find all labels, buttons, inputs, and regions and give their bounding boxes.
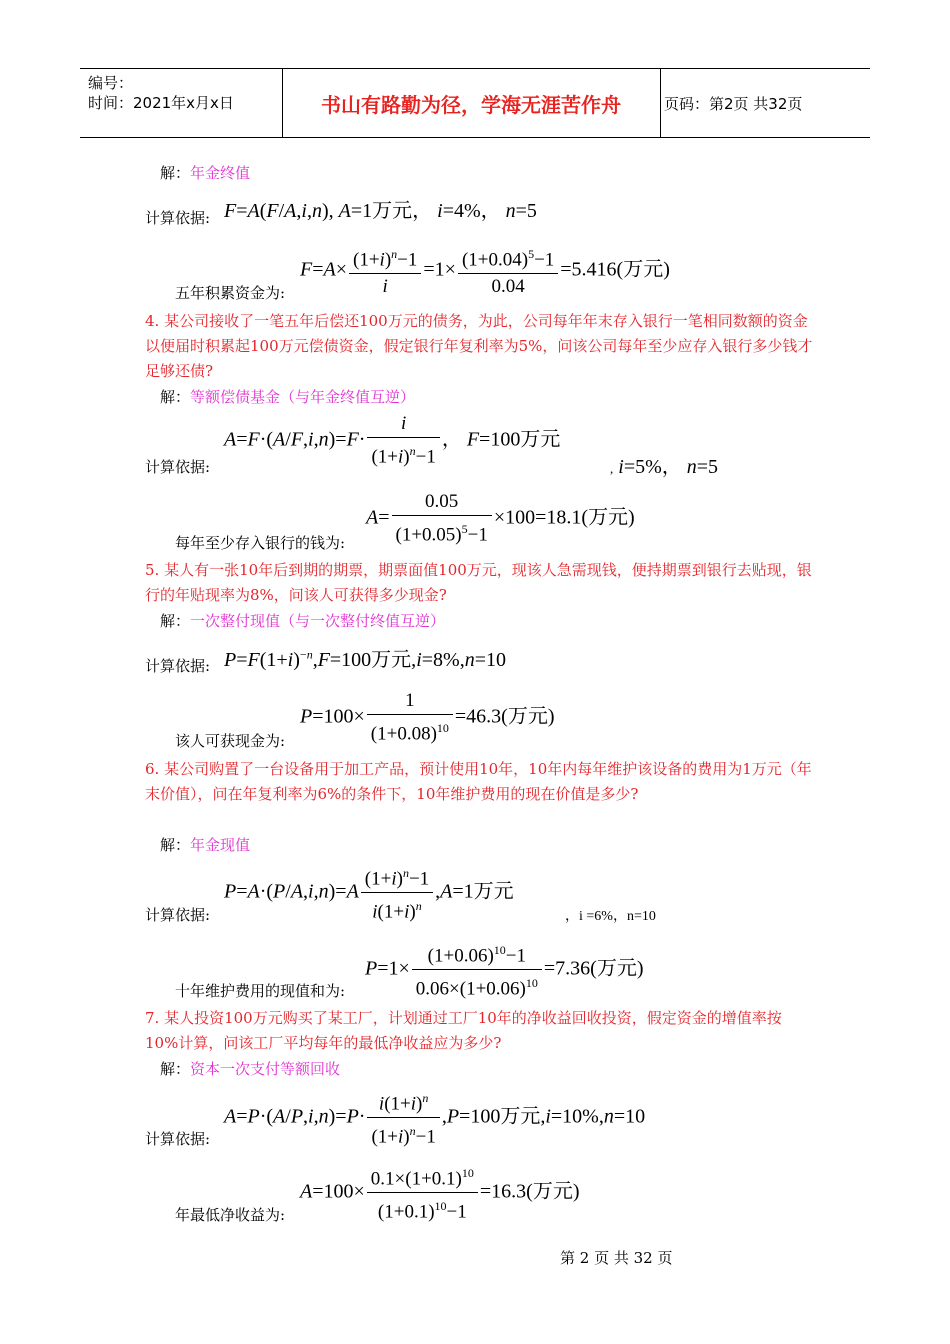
result-formula-5: P=100× $\frac{1}{(1+0.08)^{10}}$ =46.3(万元) [300,690,555,745]
basis-label: 计算依据: [145,657,211,675]
result-formula-6: P=1× $\frac{(1+0.06)^{10}-1}{0.06\times(1+0.06)^{10}}$ =7.36(万元) [365,939,643,1001]
header-motto: 书山有路勤为径，学海无涯苦作舟 [321,92,621,117]
header-page-label: 页码：第2页 共32页 [664,95,803,113]
solution-label: 解： [160,836,191,854]
basis-label: 计算依据: [145,1130,211,1148]
header-divider-right [660,69,661,137]
result-formula-4: A= $\frac{0.05}{(1+0.05)^5-1}$ ×100=18.1(万元) [366,491,635,546]
solution-line-4 [160,386,415,407]
solution-type: 年金现值 [190,836,251,854]
question-7: 7. 某人投资100万元购买了某工厂，计划通过工厂10年的净收益回收投资，假定资金的增值率按10%计算，问该工厂平均每年的最低净收益应为多少? [145,1009,782,1052]
result-label: 五年积累资金为: [175,284,286,302]
header-meta [88,73,234,113]
solution-type: 资本一次支付等额回收 [190,1060,341,1078]
solution-line-7 [160,1058,340,1079]
document-date-label: 时间：2021年x月x日 [88,94,234,112]
result-label: 每年至少存入银行的钱为: [175,534,346,552]
solution-label: 解： [160,164,191,182]
basis-params-4: , i=5%， n=5 [610,456,719,478]
basis-label: 计算依据: [145,458,211,476]
result-formula-7: A=100× $\frac{0.1\times(1+0.1)^{10}}{(1+0.1)^{10}-1}$ =16.3(万元) [300,1162,579,1224]
basis-formula-4: A=F·(A/F,i,n)=F· $\frac{i}{(1+i)^n-1}$ ， F=100万元 [224,413,561,468]
question-5: 5. 某人有一张10年后到期的期票，期票面值100万元，现该人急需现钱，便持期票到银行去贴现，银行的年贴现率为8%，问该人可获得多少现金? [145,561,812,604]
result-label: 年最低净收益为: [175,1206,286,1224]
basis-formula-3: F=A(F/A,i,n), A=1万元， i=4%， n=5 [224,200,537,222]
result-formula-3: F=A× $\frac{(1+i)^n-1}{i}$ =1× $\frac{(1+0.04)^5-1}{0.04}$ =5.416(万元) [300,243,670,298]
basis-params-6: ，i =6%，n=10 [565,909,656,924]
footer-page-number: 第 2 页 共 32 页 [560,1249,673,1267]
page-header [80,68,870,138]
basis-label: 计算依据: [145,906,211,924]
solution-line-6 [160,834,250,855]
solution-type: 等额偿债基金（与年金终值互逆） [190,388,416,406]
solution-label: 解： [160,612,191,630]
solution-type: 一次整付现值（与一次整付终值互逆） [190,612,446,630]
basis-label: 计算依据: [145,209,211,227]
question-6: 6. 某公司购置了一台设备用于加工产品，预计使用10年，10年内每年维护该设备的费用为1万元（年末价值），问在年复利率为6%的条件下，10年维护费用的现在价值是多少? [145,760,812,803]
document-number-label: 编号： [88,74,134,92]
result-label: 十年维护费用的现值和为: [175,982,346,1000]
solution-label: 解： [160,388,191,406]
solution-line-3 [160,162,250,183]
solution-line-5 [160,610,445,631]
basis-formula-7: A=P·(A/P,i,n)=P· $\frac{i(1+i)^n}{(1+i)^n-1}$ ,P=100万元,i=10%,n=10 [224,1087,645,1149]
solution-label: 解： [160,1060,191,1078]
basis-formula-6: P=A·(P/A,i,n)=A $\frac{(1+i)^n-1}{i(1+i)^n}$ ,A=1万元 [224,862,514,924]
result-label: 该人可获现金为: [175,732,286,750]
solution-type: 年金终值 [190,164,251,182]
basis-formula-5: $P=F(1+i)^{-n},F=100$万元,i=8%,n=10 [224,647,506,671]
question-4: 4. 某公司接收了一笔五年后偿还100万元的债务，为此，公司每年年末存入银行一笔相同数额的资金以便届时积累起100万元偿债资金，假定银行年复利率为5%，问该公司每年至少应存入银行多少钱才足够还债? [145,312,813,380]
